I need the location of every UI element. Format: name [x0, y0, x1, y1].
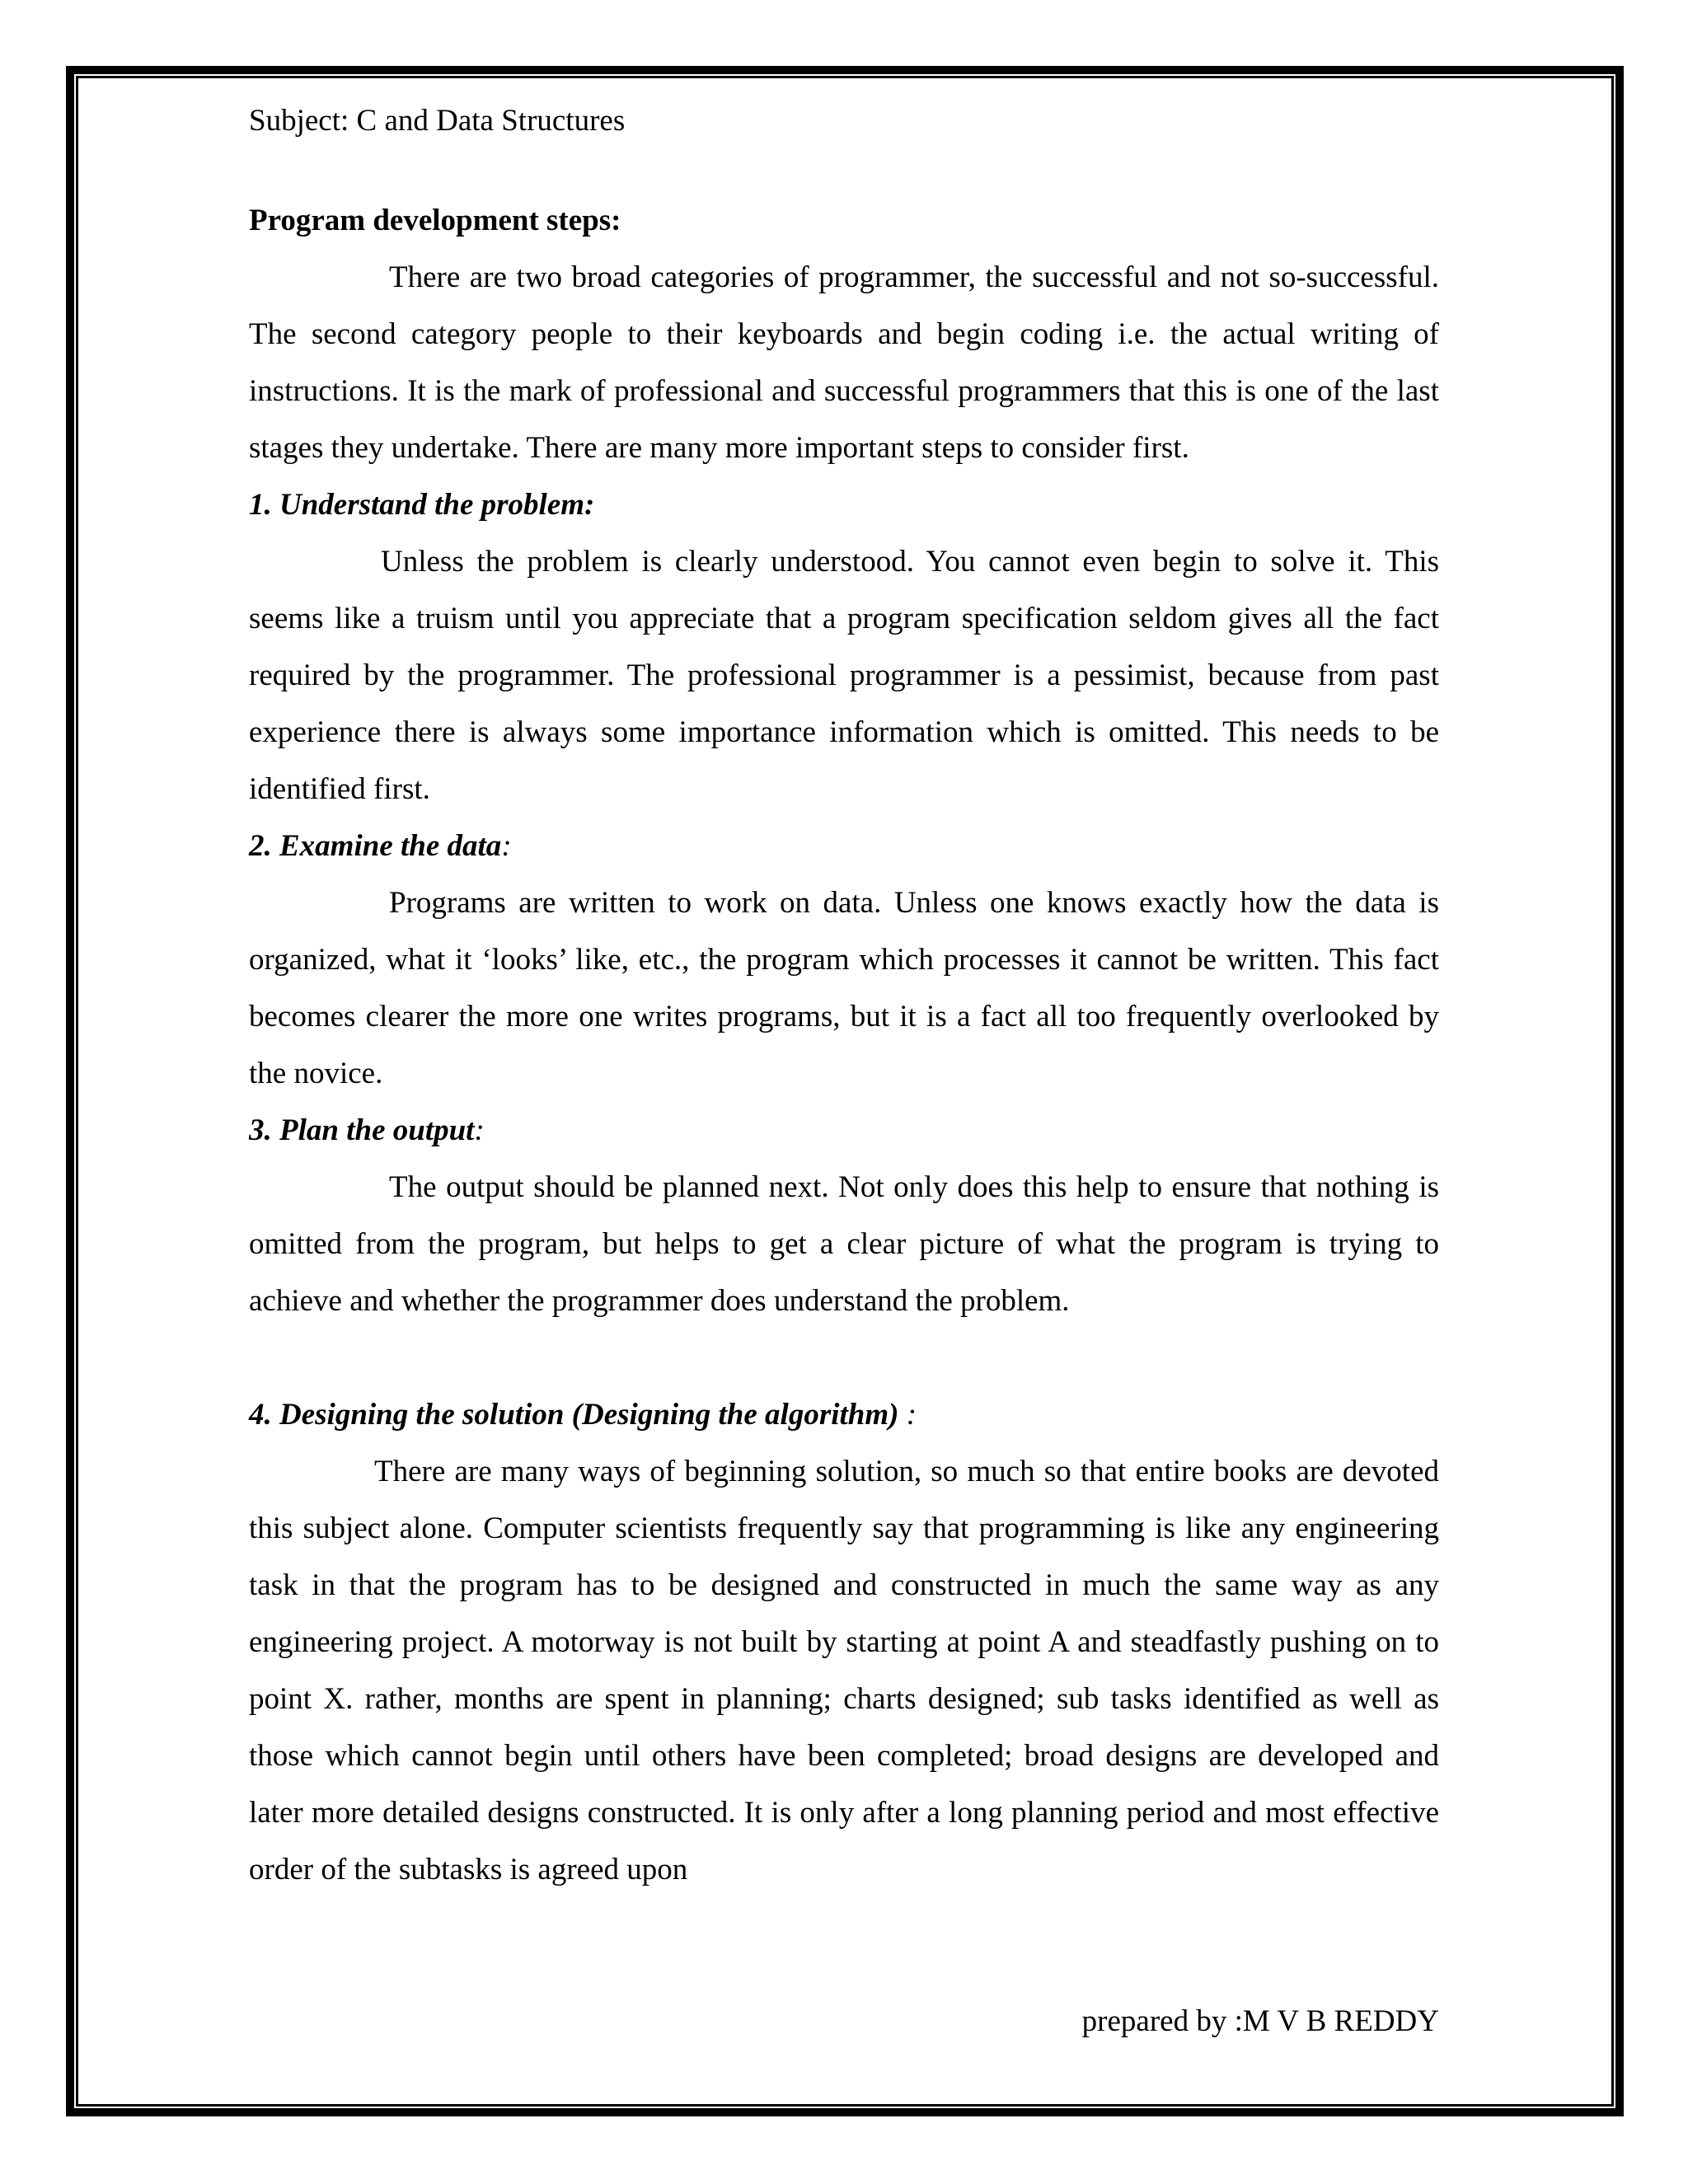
- step-2-heading: [249, 818, 1439, 874]
- blank-line: [249, 1329, 1439, 1386]
- step-3-heading-text: 3. Plan the output: [249, 1113, 475, 1147]
- step-4-heading-text: 4. Designing the solution (Designing the algorithm): [249, 1398, 907, 1432]
- step-1-heading: [249, 476, 1439, 533]
- step-2-heading-suffix: :: [501, 829, 512, 863]
- step-2-heading-text: 2. Examine the data: [249, 829, 502, 863]
- step-2-paragraph: Programs are written to work on data. Unless one knows exactly how the data is organized, what it ‘looks’ like, etc., the program which processes it cannot be written. This fact becomes clearer the more one writes programs, but it is a fact all too frequently overlooked by the novice.: [249, 886, 1439, 1090]
- subject-header: Subject: C and Data Structures: [249, 104, 626, 138]
- intro-paragraph: There are two broad categories of programmer, the successful and not so-successful. The second category people to their keyboards and begin coding i.e. the actual writing of instructions. It is the mark of professional and successful programmers that this is one of the last stages they undertake. There are many more important steps to consider first.: [249, 260, 1439, 465]
- step-1-heading-text: 1. Understand the problem:: [249, 488, 595, 522]
- step-4-heading-suffix: :: [906, 1398, 917, 1432]
- page-content: [249, 92, 1439, 1898]
- author-footer: prepared by :M V B REDDY: [1081, 2004, 1439, 2038]
- step-4-paragraph: There are many ways of beginning solution, so much so that entire books are devoted this subject alone. Computer scientists frequently say that programming is like any engineering task in that the program has to be designed and constructed in much the same way as any engineering project. A motorway is not built by starting at point A and steadfastly pushing on to point X. rather, months are spent in planning; charts designed; sub tasks identified as well as those which cannot begin until others have been completed; broad designs are developed and later more detailed designs constructed. It is only after a long planning period and most effective order of the subtasks is agreed upon: [249, 1455, 1439, 1886]
- step-1-paragraph: Unless the problem is clearly understood. You cannot even begin to solve it. This seems like a truism until you appreciate that a program specification seldom gives all the fact required by the programmer. The professional programmer is a pessimist, because from past experience there is always some importance information which is omitted. This needs to be identified first.: [249, 545, 1439, 806]
- step-3-heading: [249, 1102, 1439, 1159]
- page-title: Program development steps:: [249, 204, 621, 237]
- step-3-paragraph: The output should be planned next. Not only does this help to ensure that nothing is omitted from the program, but helps to get a clear picture of what the program is trying to achieve and whether the programmer does understand the problem.: [249, 1170, 1439, 1318]
- step-3-heading-suffix: :: [474, 1113, 485, 1147]
- step-4-heading: [249, 1386, 1439, 1443]
